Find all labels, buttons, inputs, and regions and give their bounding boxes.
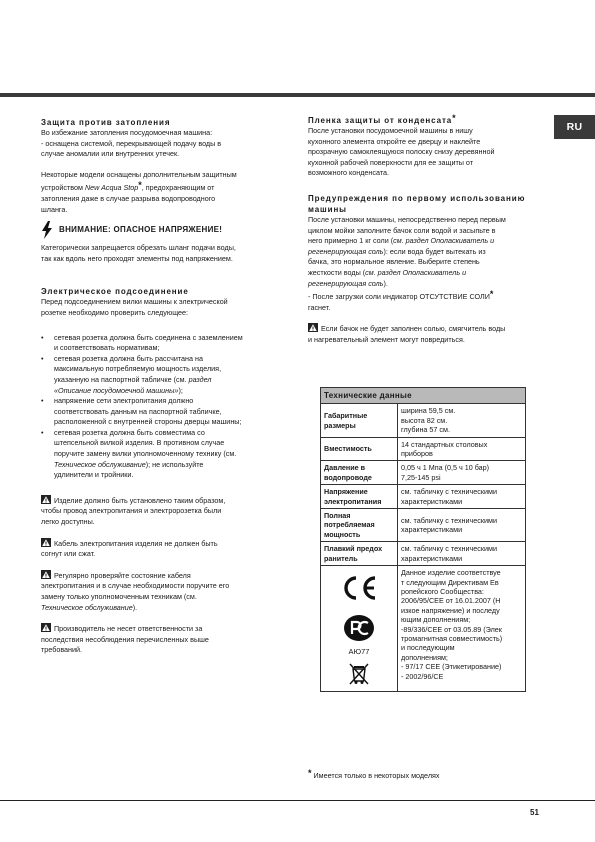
note-salt-container: Если бачок не будет заполнен солью, смягчитель воды и нагревательный элемент могут повредиться. (308, 324, 506, 344)
flood-intro: Во избежание затопления посудомоечная машина: - оснащена системой, перекрывающей подачу воды в случае аномалии или внутренних утечек. (41, 128, 222, 159)
certification-code: АЮ77 (348, 646, 370, 656)
condensation-film-text: После установки посудомоечной машины в нишу кухонного элемента откройте ее дверцу и наклейте прозрачную самоклеящуюся полоску снизу деревянной кухонной рабочей поверхности для ее защиты от возможного конденсата. (308, 126, 495, 178)
rst-certification-icon (342, 613, 376, 643)
table-row: Вместимость 14 стандартных столовых приборов (321, 437, 526, 461)
left-column (41, 117, 281, 656)
crossed-bin-icon (348, 662, 370, 686)
table-row: Давление в водопроводе 0,05 ч 1 Мпа (0,5 ч 10 бар) 7,25-145 psi (321, 461, 526, 485)
table-row: Полная потребляемая мощность см. табличку с техническими характеристиками (321, 509, 526, 542)
table-title: Технические данные (321, 388, 526, 404)
warning-triangle-icon (41, 495, 51, 504)
technical-data-table (320, 387, 526, 692)
first-use-text: После установки машины, непосредственно перед первым циклом мойки заполните бачок соли водой и засыпьте в него примерно 1 кг соли (см. раздел Ополаскиватель и регенерирующая соль): если вода будет вытекать из бачка, это нормальное явление. Выберите степень жесткости воды (см. раздел Ополаскиватель и регенерирующая соль). - После загрузки соли индикатор ОТСУТСТВИЕ СОЛИ* гаснет. (308, 214, 506, 312)
table-header (321, 388, 526, 404)
list-item: • напряжение сети электропитания должно соответствовать данным на паспортной табличке, расположенной с внутренней стороны дверцы машины; (41, 396, 281, 428)
bottom-rule (0, 800, 595, 801)
ce-mark-icon (339, 574, 379, 602)
first-use-title: Предупреждения по первому использованию машины (308, 193, 526, 214)
list-item: • сетевая розетка должна быть рассчитана на максимальную потребляемую мощность изделия, указанную на паспортной табличке (см. раздел «Описание посудомоечной машины»); (41, 354, 281, 396)
language-tab: RU (554, 115, 595, 139)
electric-intro: Перед подсоединением вилки машины к электрической розетке необходимо проверить следующее: (41, 297, 228, 317)
warning-triangle-icon (41, 538, 51, 547)
note-cable-check: Регулярно проверяйте состояние кабеля электропитания и в случае необходимости поручите его замену только уполномоченным техникам (см. Техническое обслуживание). (41, 570, 230, 612)
footnote: * Имеется только в некоторых моделях (308, 768, 440, 780)
table-row-certification (321, 566, 526, 692)
high-voltage-icon (41, 221, 53, 239)
warning-triangle-icon (41, 570, 51, 579)
list-item: • сетевая розетка должна быть соединена с заземлением и соответствовать нормативам; (41, 333, 281, 354)
right-column (308, 113, 533, 346)
flood-protection-title: Защита против затопления (41, 118, 171, 127)
note-accessible-plug: Изделие должно быть установлено таким образом, чтобы провод электропитания и электророзетка были легко доступны. (41, 495, 226, 527)
condensation-film-title: Пленка защиты от конденсата* (308, 113, 457, 125)
note-cable-bend: Кабель электропитания изделия не должен быть согнут или сжат. (41, 538, 218, 559)
acqua-stop-paragraph: Некоторые модели оснащены дополнительным защитным устройством New Acqua Stop*, предохраняющим от затопления даже в случае разрыва водопроводного шланга. (41, 169, 237, 214)
warning-triangle-icon (41, 623, 51, 632)
certification-marks (321, 566, 398, 692)
electric-connection-title: Электрическое подсоединение (41, 287, 189, 297)
warning-triangle-icon (308, 323, 318, 332)
directive-text: Данное изделие соответствуе т следующим Директивам Ев ропейского Сообщества: 2006/95/CEE от 16.01.2007 (Н изкое напряжение) и последу ющим дополнениям; -89/336/CEE от 03.05.89 (Элек тромагнитная совместимость) и последующим дополнениям; - 97/17 CEE (Этикетирование) - 2002/96/CE (398, 566, 526, 692)
voltage-warning: ВНИМАНИЕ: ОПАСНОЕ НАПРЯЖЕНИЕ! (41, 221, 281, 239)
table-row: Габаритные размеры ширина 59,5 см. высота 82 см. глубина 57 см. (321, 404, 526, 437)
electric-checklist (41, 333, 281, 481)
top-rule (0, 93, 595, 97)
list-item: • сетевая розетка должна быть совместима со штепсельной вилкой изделия. В противном случае поручите замену вилки уполномоченному технику (см. Техническое обслуживание); не используйте удлинители и тройники. (41, 428, 281, 481)
table-row: Плавкий предох ранитель см. табличку с техническими характеристиками (321, 542, 526, 566)
note-liability: Производитель не несет ответственности за последствия несоблюдения перечисленных выше требований. (41, 624, 209, 655)
table-row: Напряжение электропитания см. табличку с техническими характеристиками (321, 485, 526, 509)
page-number: 51 (530, 808, 539, 817)
hose-warning-text: Категорически запрещается обрезать шланг подачи воды, так как вдоль него проходят элементы под напряжением. (41, 243, 236, 263)
